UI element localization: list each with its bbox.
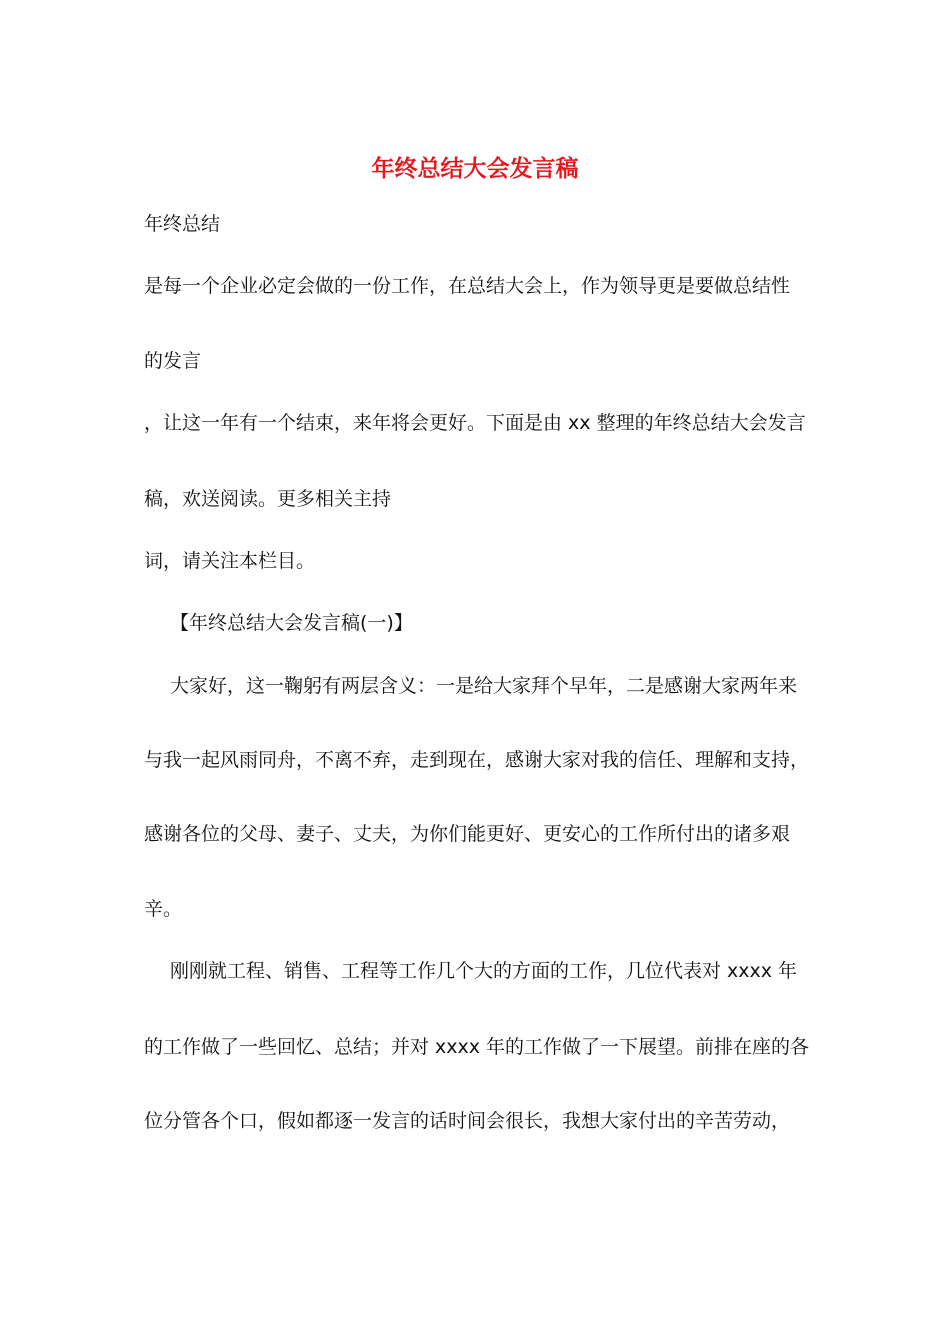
body-line: 年终总结: [144, 213, 221, 235]
body-line: 大家好，这一鞠躬有两层含义：一是给大家拜个早年，二是感谢大家两年来: [170, 675, 798, 697]
body-line: 的工作做了一些回忆、总结；并对 xxxx 年的工作做了一下展望。前排在座的各: [144, 1036, 810, 1058]
document-title: 年终总结大会发言稿: [371, 156, 579, 182]
body-line: 的发言: [144, 350, 202, 372]
body-line: 是每一个企业必定会做的一份工作，在总结大会上，作为领导更是要做总结性: [144, 275, 791, 297]
body-line: 感谢各位的父母、妻子、丈夫，为你们能更好、更安心的工作所付出的诸多艰: [144, 823, 791, 845]
body-line: 词，请关注本栏目。: [144, 550, 316, 572]
section-heading: 【年终总结大会发言稿(一)】: [170, 612, 413, 634]
body-line: 位分管各个口，假如都逐一发言的话时间会很长，我想大家付出的辛苦劳动，: [144, 1110, 791, 1132]
body-line: 辛。: [144, 898, 183, 920]
body-line: 与我一起风雨同舟，不离不弃，走到现在，感谢大家对我的信任、理解和支持，: [144, 749, 810, 771]
body-line: 稿，欢送阅读。更多相关主持: [144, 488, 392, 510]
body-line: ，让这一年有一个结束，来年将会更好。下面是由 xx 整理的年终总结大会发言: [144, 412, 806, 434]
body-line: 刚刚就工程、销售、工程等工作几个大的方面的工作，几位代表对 xxxx 年: [170, 960, 798, 982]
